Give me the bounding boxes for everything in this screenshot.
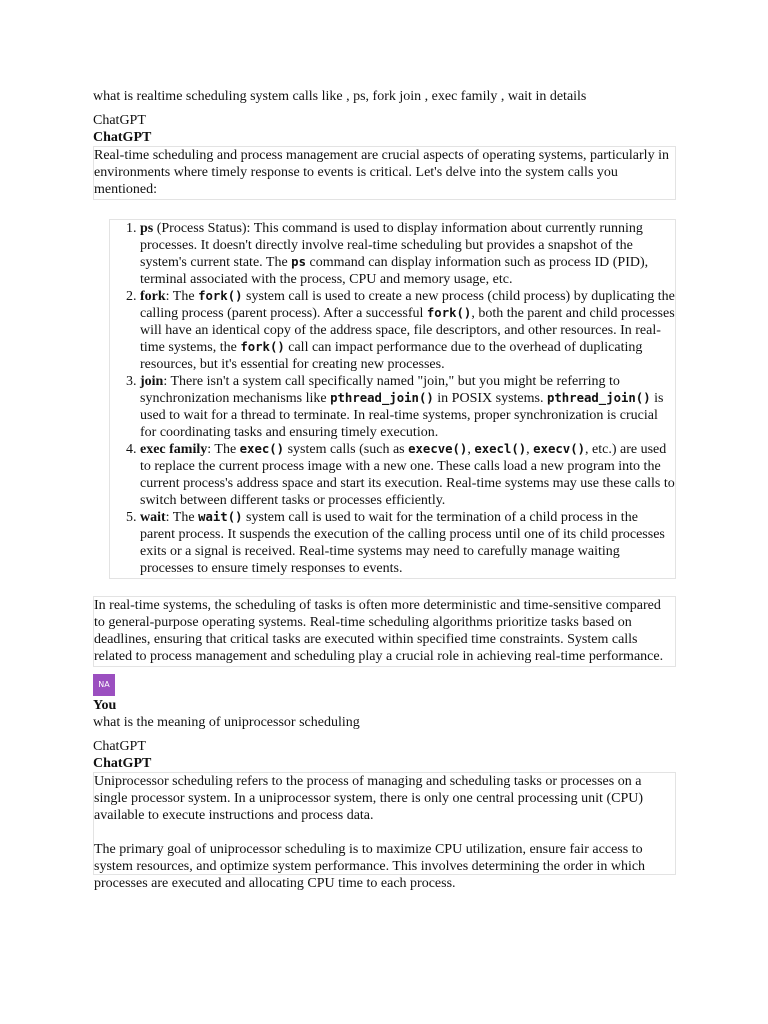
user-name: You — [93, 698, 117, 713]
user-question-2: what is the meaning of uniprocessor scheduling — [93, 715, 360, 730]
inline-code: execve() — [408, 442, 468, 456]
inline-code: pthread_join() — [546, 391, 651, 405]
inline-code: exec() — [239, 442, 285, 456]
assistant-answer-2 — [93, 772, 676, 891]
list-item-wait: 5. wait: The wait() system call is used to wait for the termination of a child process in the parent process. It suspends the execution of the calling process until one of its child processes exits or a signal is received. Real-time systems may need to carefully manage waiting processes to ensure timely responses to events. — [140, 509, 675, 577]
inline-code: fork() — [240, 340, 285, 354]
term: fork — [140, 289, 166, 304]
assistant-name-heading-2: ChatGPT — [93, 756, 152, 771]
assistant-summary: In real-time systems, the scheduling of tasks is often more deterministic and time-sensitive compared to general-purpose operating systems. Real-time scheduling algorithms prioritize tasks based on deadlines, ensuring that critical tasks are executed within specified time constraints. System calls related to process management and scheduling play a crucial role in achieving real-time performance. — [93, 596, 676, 667]
term: join — [140, 374, 164, 389]
term: exec family — [140, 442, 208, 457]
user-question-1: what is realtime scheduling system calls like , ps, fork join , exec family , wait in details — [93, 89, 587, 104]
assistant-intro: Real-time scheduling and process management are crucial aspects of operating systems, particularly in environments where timely response to events is critical. Let's delve into the system calls you mentioned: — [93, 146, 676, 200]
system-calls-list — [109, 219, 676, 579]
answer-paragraph: Uniprocessor scheduling refers to the process of managing and scheduling tasks or processes on a single processor system. In a uniprocessor system, there is only one central processing unit (CPU) available to execute instructions and process data. — [94, 774, 644, 823]
assistant-label-2: ChatGPT — [93, 739, 146, 754]
user-avatar: NA — [93, 674, 115, 696]
list-item-exec-family: 4. exec family: The exec() system calls (such as execve(), execl(), execv(), etc.) are used to replace the current process image with a new one. These calls load a new program into the current process's address space and start its execution. Real-time systems may use these calls to switch between different tasks or processes efficiently. — [140, 441, 675, 509]
conversation — [93, 88, 676, 891]
list-item-fork: 2. fork: The fork() system call is used to create a new process (child process) by duplicating the calling process (parent process). After a successful fork(), both the parent and child processes will have an identical copy of the address space, file descriptors, and other resources. In real-time systems, the fork() call can impact performance due to the overhead of duplicating resources, but it's essential for creating new processes. — [140, 288, 675, 373]
term: wait — [140, 510, 166, 525]
inline-code: wait() — [198, 510, 243, 524]
assistant-name-heading: ChatGPT — [93, 130, 152, 145]
inline-code: ps — [291, 255, 306, 269]
answer-paragraph: The primary goal of uniprocessor scheduling is to maximize CPU utilization, ensure fair access to system resources, and optimize system performance. This involves determining the order in which processes are executed and allocating CPU time to each process. — [94, 842, 646, 891]
inline-code: fork() — [426, 306, 472, 320]
inline-code: fork() — [198, 289, 243, 303]
inline-code: execv() — [533, 442, 585, 456]
term: ps — [140, 221, 154, 236]
list-item-ps: 1. ps (Process Status): This command is used to display information about currently running processes. It doesn't directly involve real-time scheduling but provides a snapshot of the system's current state. The ps command can display information such as process ID (PID), terminal associated with the process, CPU and memory usage, etc. — [140, 220, 675, 288]
inline-code: execl() — [474, 442, 527, 456]
list-item-join: 3. join: There isn't a system call specifically named "join," but you might be referring to synchronization mechanisms like pthread_join() in POSIX systems. pthread_join() is used to wait for a thread to terminate. In real-time systems, proper synchronization is crucial for coordinating tasks and ensuring timely execution. — [140, 373, 675, 441]
inline-code: pthread_join() — [330, 391, 434, 405]
assistant-label: ChatGPT — [93, 113, 146, 128]
